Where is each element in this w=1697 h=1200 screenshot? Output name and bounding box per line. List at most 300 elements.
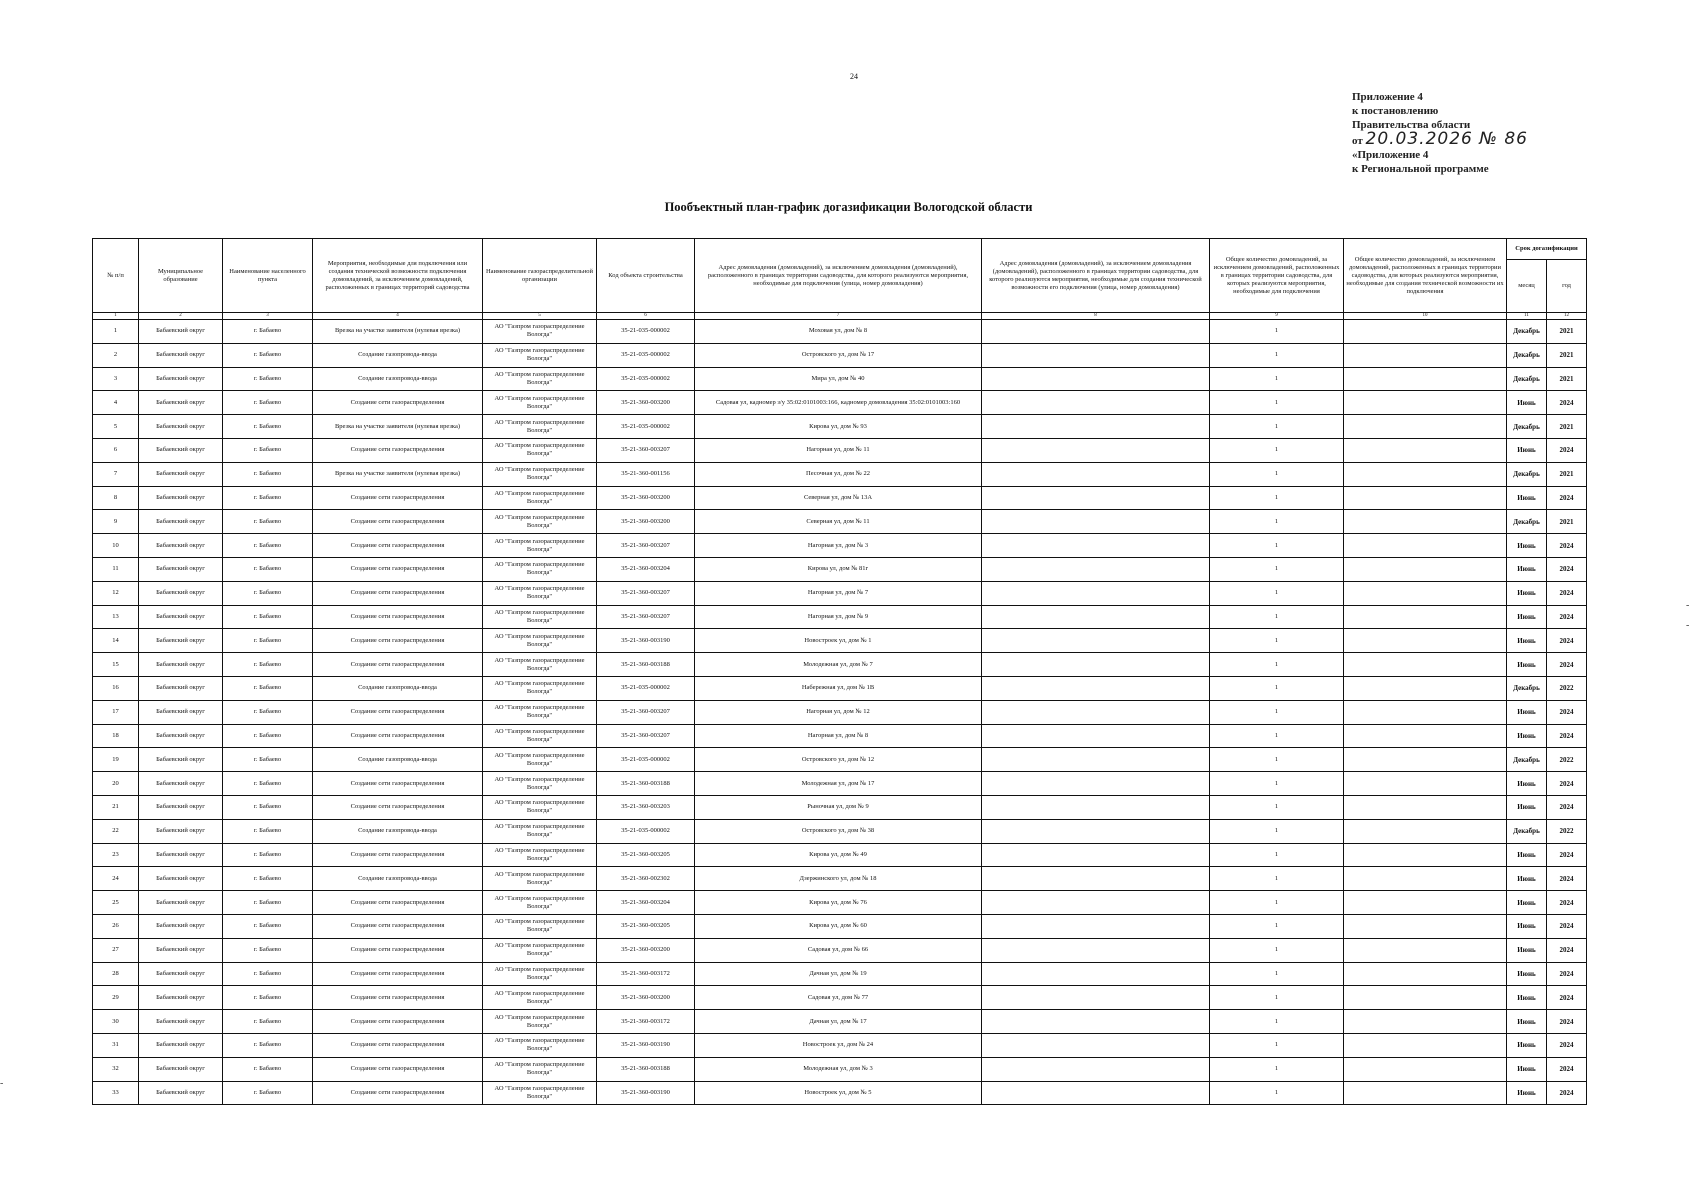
cell-count-tech — [1344, 581, 1507, 605]
cell-address-inside — [982, 1010, 1210, 1034]
cell-no: 30 — [93, 1010, 139, 1034]
cell-address-outside: Дачная ул, дом № 19 — [695, 962, 982, 986]
column-number: 11 — [1507, 313, 1547, 320]
cell-org: АО "Газпром газораспределение Вологда" — [483, 843, 597, 867]
cell-count-tech — [1344, 891, 1507, 915]
header-count-connect: Общее количество домовладений, за исключением домовладений, расположенных в границах территории садоводства, для которых реализуются мероприятия, необходимые для подключения — [1210, 239, 1344, 313]
cell-org: АО "Газпром газораспределение Вологда" — [483, 748, 597, 772]
cell-no: 5 — [93, 415, 139, 439]
table-row — [93, 320, 1587, 344]
cell-code: 35-21-360-003205 — [597, 843, 695, 867]
cell-month: Июнь — [1507, 534, 1547, 558]
cell-measures: Создание сети газораспределения — [313, 938, 483, 962]
cell-year: 2021 — [1547, 462, 1587, 486]
cell-measures: Создание газопровода-ввода — [313, 819, 483, 843]
cell-code: 35-21-360-003190 — [597, 629, 695, 653]
cell-municipality: Бабаевский округ — [139, 748, 223, 772]
cell-year: 2024 — [1547, 581, 1587, 605]
cell-org: АО "Газпром газораспределение Вологда" — [483, 891, 597, 915]
cell-address-outside: Кирова ул, дом № 60 — [695, 914, 982, 938]
table-row — [93, 557, 1587, 581]
cell-address-inside — [982, 320, 1210, 344]
cell-count-connect: 1 — [1210, 320, 1344, 344]
cell-settlement: г. Бабаево — [223, 867, 313, 891]
cell-no: 2 — [93, 343, 139, 367]
column-number: 7 — [695, 313, 982, 320]
cell-month: Декабрь — [1507, 748, 1547, 772]
cell-month: Июнь — [1507, 1033, 1547, 1057]
cell-municipality: Бабаевский округ — [139, 914, 223, 938]
cell-code: 35-21-360-003207 — [597, 605, 695, 629]
cell-measures: Создание сети газораспределения — [313, 772, 483, 796]
cell-address-outside: Северная ул, дом № 11 — [695, 510, 982, 534]
cell-municipality: Бабаевский округ — [139, 486, 223, 510]
cell-count-tech — [1344, 510, 1507, 534]
cell-municipality: Бабаевский округ — [139, 415, 223, 439]
cell-count-tech — [1344, 843, 1507, 867]
cell-org: АО "Газпром газораспределение Вологда" — [483, 415, 597, 439]
cell-month: Июнь — [1507, 914, 1547, 938]
cell-year: 2024 — [1547, 914, 1587, 938]
column-number: 4 — [313, 313, 483, 320]
cell-address-outside: Мира ул, дом № 40 — [695, 367, 982, 391]
cell-code: 35-21-360-003190 — [597, 1081, 695, 1105]
cell-municipality: Бабаевский округ — [139, 581, 223, 605]
cell-address-outside: Островского ул, дом № 17 — [695, 343, 982, 367]
cell-settlement: г. Бабаево — [223, 367, 313, 391]
table-row — [93, 391, 1587, 415]
cell-address-inside — [982, 605, 1210, 629]
cell-address-inside — [982, 343, 1210, 367]
cell-count-connect: 1 — [1210, 843, 1344, 867]
cell-count-connect: 1 — [1210, 581, 1344, 605]
cell-year: 2021 — [1547, 415, 1587, 439]
cell-address-inside — [982, 914, 1210, 938]
cell-org: АО "Газпром газораспределение Вологда" — [483, 795, 597, 819]
cell-month: Июнь — [1507, 1057, 1547, 1081]
cell-settlement: г. Бабаево — [223, 724, 313, 748]
cell-measures: Врезка на участке заявителя (нулевая врезка) — [313, 320, 483, 344]
cell-code: 35-21-035-000002 — [597, 676, 695, 700]
cell-no: 10 — [93, 534, 139, 558]
cell-year: 2024 — [1547, 891, 1587, 915]
cell-no: 12 — [93, 581, 139, 605]
document-title: Пообъектный план-график догазификации Вологодской области — [664, 200, 1033, 214]
header-month: месяц — [1507, 260, 1547, 313]
table-row — [93, 962, 1587, 986]
margin-tick: - — [0, 1078, 4, 1089]
appendix-block — [1352, 90, 1528, 176]
cell-count-connect: 1 — [1210, 867, 1344, 891]
cell-count-connect: 1 — [1210, 534, 1344, 558]
cell-no: 14 — [93, 629, 139, 653]
cell-month: Июнь — [1507, 867, 1547, 891]
cell-count-tech — [1344, 320, 1507, 344]
cell-count-tech — [1344, 557, 1507, 581]
cell-measures: Врезка на участке заявителя (нулевая врезка) — [313, 415, 483, 439]
appendix-line: Правительства области — [1352, 119, 1471, 131]
cell-org: АО "Газпром газораспределение Вологда" — [483, 653, 597, 677]
cell-count-tech — [1344, 629, 1507, 653]
cell-address-inside — [982, 938, 1210, 962]
cell-year: 2024 — [1547, 772, 1587, 796]
column-number: 5 — [483, 313, 597, 320]
cell-settlement: г. Бабаево — [223, 629, 313, 653]
cell-settlement: г. Бабаево — [223, 557, 313, 581]
cell-municipality: Бабаевский округ — [139, 676, 223, 700]
cell-address-inside — [982, 510, 1210, 534]
cell-month: Июнь — [1507, 938, 1547, 962]
cell-measures: Создание сети газораспределения — [313, 700, 483, 724]
cell-address-outside: Молодежная ул, дом № 3 — [695, 1057, 982, 1081]
column-number: 3 — [223, 313, 313, 320]
cell-measures: Создание газопровода-ввода — [313, 676, 483, 700]
cell-settlement: г. Бабаево — [223, 891, 313, 915]
cell-count-tech — [1344, 819, 1507, 843]
cell-measures: Создание сети газораспределения — [313, 486, 483, 510]
cell-month: Декабрь — [1507, 415, 1547, 439]
cell-municipality: Бабаевский округ — [139, 867, 223, 891]
cell-month: Июнь — [1507, 653, 1547, 677]
cell-settlement: г. Бабаево — [223, 819, 313, 843]
column-number: 9 — [1210, 313, 1344, 320]
cell-code: 35-21-360-003188 — [597, 1057, 695, 1081]
cell-no: 8 — [93, 486, 139, 510]
cell-address-inside — [982, 534, 1210, 558]
table-row — [93, 534, 1587, 558]
cell-address-inside — [982, 795, 1210, 819]
cell-count-connect: 1 — [1210, 676, 1344, 700]
cell-no: 9 — [93, 510, 139, 534]
cell-no: 19 — [93, 748, 139, 772]
table-row — [93, 462, 1587, 486]
cell-month: Июнь — [1507, 795, 1547, 819]
cell-month: Июнь — [1507, 986, 1547, 1010]
cell-count-tech — [1344, 676, 1507, 700]
cell-code: 35-21-360-001156 — [597, 462, 695, 486]
cell-count-tech — [1344, 438, 1507, 462]
cell-year: 2024 — [1547, 534, 1587, 558]
cell-settlement: г. Бабаево — [223, 1010, 313, 1034]
cell-year: 2024 — [1547, 1033, 1587, 1057]
cell-settlement: г. Бабаево — [223, 748, 313, 772]
margin-tick: - — [1686, 600, 1690, 611]
cell-address-inside — [982, 772, 1210, 796]
appendix-date-prefix: от — [1352, 135, 1363, 147]
table-row — [93, 914, 1587, 938]
cell-count-connect: 1 — [1210, 819, 1344, 843]
cell-count-connect: 1 — [1210, 1057, 1344, 1081]
cell-municipality: Бабаевский округ — [139, 629, 223, 653]
cell-municipality: Бабаевский округ — [139, 843, 223, 867]
cell-org: АО "Газпром газораспределение Вологда" — [483, 486, 597, 510]
cell-count-connect: 1 — [1210, 605, 1344, 629]
cell-year: 2024 — [1547, 653, 1587, 677]
cell-address-outside: Нагорная ул, дом № 12 — [695, 700, 982, 724]
cell-year: 2024 — [1547, 938, 1587, 962]
cell-measures: Создание сети газораспределения — [313, 891, 483, 915]
cell-count-tech — [1344, 772, 1507, 796]
cell-code: 35-21-360-003188 — [597, 653, 695, 677]
cell-month: Июнь — [1507, 1081, 1547, 1105]
column-number: 6 — [597, 313, 695, 320]
table-row — [93, 724, 1587, 748]
cell-address-inside — [982, 843, 1210, 867]
cell-org: АО "Газпром газораспределение Вологда" — [483, 438, 597, 462]
cell-settlement: г. Бабаево — [223, 415, 313, 439]
cell-municipality: Бабаевский округ — [139, 962, 223, 986]
cell-org: АО "Газпром газораспределение Вологда" — [483, 772, 597, 796]
cell-measures: Создание газопровода-ввода — [313, 748, 483, 772]
column-number: 12 — [1547, 313, 1587, 320]
cell-address-inside — [982, 819, 1210, 843]
cell-year: 2022 — [1547, 819, 1587, 843]
cell-address-outside: Нагорная ул, дом № 11 — [695, 438, 982, 462]
appendix-line: Приложение 4 — [1352, 91, 1423, 103]
cell-address-inside — [982, 1057, 1210, 1081]
cell-count-tech — [1344, 391, 1507, 415]
cell-org: АО "Газпром газораспределение Вологда" — [483, 581, 597, 605]
cell-code: 35-21-360-003207 — [597, 438, 695, 462]
cell-settlement: г. Бабаево — [223, 510, 313, 534]
cell-address-outside: Островского ул, дом № 38 — [695, 819, 982, 843]
header-org: Наименование газораспределительной организации — [483, 239, 597, 313]
cell-code: 35-21-035-000002 — [597, 415, 695, 439]
cell-count-tech — [1344, 1057, 1507, 1081]
cell-code: 35-21-360-003205 — [597, 914, 695, 938]
cell-measures: Создание газопровода-ввода — [313, 367, 483, 391]
cell-measures: Создание сети газораспределения — [313, 581, 483, 605]
cell-count-tech — [1344, 415, 1507, 439]
column-number-row — [93, 313, 1587, 320]
cell-code: 35-21-360-003207 — [597, 581, 695, 605]
cell-settlement: г. Бабаево — [223, 914, 313, 938]
cell-settlement: г. Бабаево — [223, 486, 313, 510]
table-body — [93, 320, 1587, 1105]
header-address-inside: Адрес домовладения (домовладений), за исключением домовладения (домовладений), расположенного в границах территории садоводства, для которого реализуются мероприятия, необходимые для создания технической возможности его подключения (улица, номер домовладения) — [982, 239, 1210, 313]
cell-address-inside — [982, 676, 1210, 700]
cell-count-connect: 1 — [1210, 795, 1344, 819]
cell-count-connect: 1 — [1210, 748, 1344, 772]
cell-address-outside: Дачная ул, дом № 17 — [695, 1010, 982, 1034]
cell-count-connect: 1 — [1210, 510, 1344, 534]
cell-measures: Создание сети газораспределения — [313, 557, 483, 581]
cell-code: 35-21-360-003207 — [597, 534, 695, 558]
cell-count-tech — [1344, 1010, 1507, 1034]
cell-measures: Создание сети газораспределения — [313, 1010, 483, 1034]
table-row — [93, 700, 1587, 724]
header-address-outside: Адрес домовладения (домовладений), за исключением домовладения (домовладений), расположенного в границах территории садоводства, для которого реализуются мероприятия, необходимые для подключения (улица, номер домовладения) — [695, 239, 982, 313]
cell-settlement: г. Бабаево — [223, 653, 313, 677]
cell-municipality: Бабаевский округ — [139, 1033, 223, 1057]
cell-year: 2021 — [1547, 510, 1587, 534]
cell-address-outside: Молодежная ул, дом № 7 — [695, 653, 982, 677]
cell-org: АО "Газпром газораспределение Вологда" — [483, 700, 597, 724]
cell-address-outside: Дзержинского ул, дом № 18 — [695, 867, 982, 891]
cell-org: АО "Газпром газораспределение Вологда" — [483, 605, 597, 629]
table-row — [93, 1033, 1587, 1057]
cell-month: Декабрь — [1507, 367, 1547, 391]
cell-measures: Создание сети газораспределения — [313, 391, 483, 415]
cell-address-inside — [982, 486, 1210, 510]
cell-no: 1 — [93, 320, 139, 344]
cell-measures: Создание сети газораспределения — [313, 986, 483, 1010]
cell-measures: Создание сети газораспределения — [313, 438, 483, 462]
cell-code: 35-21-035-000002 — [597, 320, 695, 344]
cell-count-connect: 1 — [1210, 938, 1344, 962]
cell-no: 29 — [93, 986, 139, 1010]
cell-count-tech — [1344, 795, 1507, 819]
cell-org: АО "Газпром газораспределение Вологда" — [483, 391, 597, 415]
table-row — [93, 1081, 1587, 1105]
cell-address-inside — [982, 367, 1210, 391]
cell-count-connect: 1 — [1210, 1033, 1344, 1057]
cell-address-inside — [982, 391, 1210, 415]
cell-count-tech — [1344, 605, 1507, 629]
cell-municipality: Бабаевский округ — [139, 938, 223, 962]
cell-municipality: Бабаевский округ — [139, 557, 223, 581]
cell-settlement: г. Бабаево — [223, 962, 313, 986]
cell-address-inside — [982, 891, 1210, 915]
cell-measures: Создание сети газораспределения — [313, 534, 483, 558]
cell-municipality: Бабаевский округ — [139, 320, 223, 344]
cell-year: 2024 — [1547, 962, 1587, 986]
table-row — [93, 938, 1587, 962]
cell-municipality: Бабаевский округ — [139, 462, 223, 486]
cell-address-outside: Набережная ул, дом № 1В — [695, 676, 982, 700]
cell-count-tech — [1344, 724, 1507, 748]
cell-address-outside: Садовая ул, дом № 77 — [695, 986, 982, 1010]
cell-year: 2024 — [1547, 1010, 1587, 1034]
cell-month: Декабрь — [1507, 510, 1547, 534]
cell-code: 35-21-035-000002 — [597, 748, 695, 772]
cell-org: АО "Газпром газораспределение Вологда" — [483, 1057, 597, 1081]
cell-count-connect: 1 — [1210, 986, 1344, 1010]
cell-count-tech — [1344, 867, 1507, 891]
cell-org: АО "Газпром газораспределение Вологда" — [483, 1033, 597, 1057]
cell-no: 25 — [93, 891, 139, 915]
column-number: 1 — [93, 313, 139, 320]
cell-year: 2024 — [1547, 605, 1587, 629]
cell-year: 2024 — [1547, 1057, 1587, 1081]
cell-address-outside: Нагорная ул, дом № 7 — [695, 581, 982, 605]
cell-month: Июнь — [1507, 1010, 1547, 1034]
cell-address-inside — [982, 962, 1210, 986]
cell-measures: Создание сети газораспределения — [313, 605, 483, 629]
appendix-line: к Региональной программе — [1352, 163, 1489, 175]
cell-count-tech — [1344, 748, 1507, 772]
cell-no: 18 — [93, 724, 139, 748]
cell-code: 35-21-360-003200 — [597, 938, 695, 962]
cell-code: 35-21-360-003200 — [597, 486, 695, 510]
cell-no: 31 — [93, 1033, 139, 1057]
cell-month: Декабрь — [1507, 320, 1547, 344]
cell-count-connect: 1 — [1210, 415, 1344, 439]
handwritten-date-number: 20.03.2026 № 86 — [1365, 129, 1528, 149]
margin-tick: - — [1686, 620, 1690, 631]
column-number: 2 — [139, 313, 223, 320]
cell-settlement: г. Бабаево — [223, 986, 313, 1010]
cell-org: АО "Газпром газораспределение Вологда" — [483, 962, 597, 986]
cell-count-connect: 1 — [1210, 486, 1344, 510]
cell-no: 4 — [93, 391, 139, 415]
cell-settlement: г. Бабаево — [223, 772, 313, 796]
cell-count-connect: 1 — [1210, 1081, 1344, 1105]
cell-count-connect: 1 — [1210, 724, 1344, 748]
table-row — [93, 748, 1587, 772]
table-row — [93, 819, 1587, 843]
cell-settlement: г. Бабаево — [223, 438, 313, 462]
cell-org: АО "Газпром газораспределение Вологда" — [483, 867, 597, 891]
table-row — [93, 653, 1587, 677]
cell-municipality: Бабаевский округ — [139, 891, 223, 915]
cell-settlement: г. Бабаево — [223, 795, 313, 819]
cell-address-inside — [982, 724, 1210, 748]
cell-municipality: Бабаевский округ — [139, 1057, 223, 1081]
header-year: год — [1547, 260, 1587, 313]
cell-address-outside: Нагорная ул, дом № 9 — [695, 605, 982, 629]
table-row — [93, 1057, 1587, 1081]
header-count-tech: Общее количество домовладений, за исключением домовладений, расположенных в границах территории садоводства, для которых реализуются мероприятия, необходимые для создания технической возможности их подключения — [1344, 239, 1507, 313]
table-row — [93, 772, 1587, 796]
cell-year: 2021 — [1547, 367, 1587, 391]
cell-code: 35-21-360-003190 — [597, 1033, 695, 1057]
cell-address-inside — [982, 700, 1210, 724]
column-number: 8 — [982, 313, 1210, 320]
cell-org: АО "Газпром газораспределение Вологда" — [483, 629, 597, 653]
cell-year: 2024 — [1547, 843, 1587, 867]
cell-no: 11 — [93, 557, 139, 581]
schedule-table — [92, 238, 1587, 1105]
cell-settlement: г. Бабаево — [223, 1057, 313, 1081]
cell-no: 13 — [93, 605, 139, 629]
cell-count-connect: 1 — [1210, 891, 1344, 915]
cell-measures: Создание сети газораспределения — [313, 1081, 483, 1105]
cell-code: 35-21-360-003204 — [597, 891, 695, 915]
cell-code: 35-21-360-002302 — [597, 867, 695, 891]
cell-municipality: Бабаевский округ — [139, 343, 223, 367]
cell-count-tech — [1344, 486, 1507, 510]
cell-month: Июнь — [1507, 486, 1547, 510]
cell-year: 2024 — [1547, 867, 1587, 891]
cell-year: 2024 — [1547, 700, 1587, 724]
cell-count-connect: 1 — [1210, 1010, 1344, 1034]
cell-count-connect: 1 — [1210, 438, 1344, 462]
cell-count-tech — [1344, 700, 1507, 724]
table-row — [93, 367, 1587, 391]
cell-municipality: Бабаевский округ — [139, 534, 223, 558]
table-row — [93, 438, 1587, 462]
cell-org: АО "Газпром газораспределение Вологда" — [483, 1081, 597, 1105]
cell-month: Июнь — [1507, 438, 1547, 462]
cell-address-outside: Кирова ул, дом № 81г — [695, 557, 982, 581]
table-row — [93, 581, 1587, 605]
cell-year: 2024 — [1547, 986, 1587, 1010]
cell-address-inside — [982, 462, 1210, 486]
cell-settlement: г. Бабаево — [223, 343, 313, 367]
cell-month: Июнь — [1507, 581, 1547, 605]
cell-month: Июнь — [1507, 891, 1547, 915]
cell-count-tech — [1344, 367, 1507, 391]
cell-month: Июнь — [1507, 843, 1547, 867]
cell-org: АО "Газпром газораспределение Вологда" — [483, 986, 597, 1010]
cell-year: 2024 — [1547, 629, 1587, 653]
cell-no: 26 — [93, 914, 139, 938]
cell-measures: Создание сети газораспределения — [313, 510, 483, 534]
cell-address-inside — [982, 438, 1210, 462]
table-row — [93, 891, 1587, 915]
cell-municipality: Бабаевский округ — [139, 510, 223, 534]
